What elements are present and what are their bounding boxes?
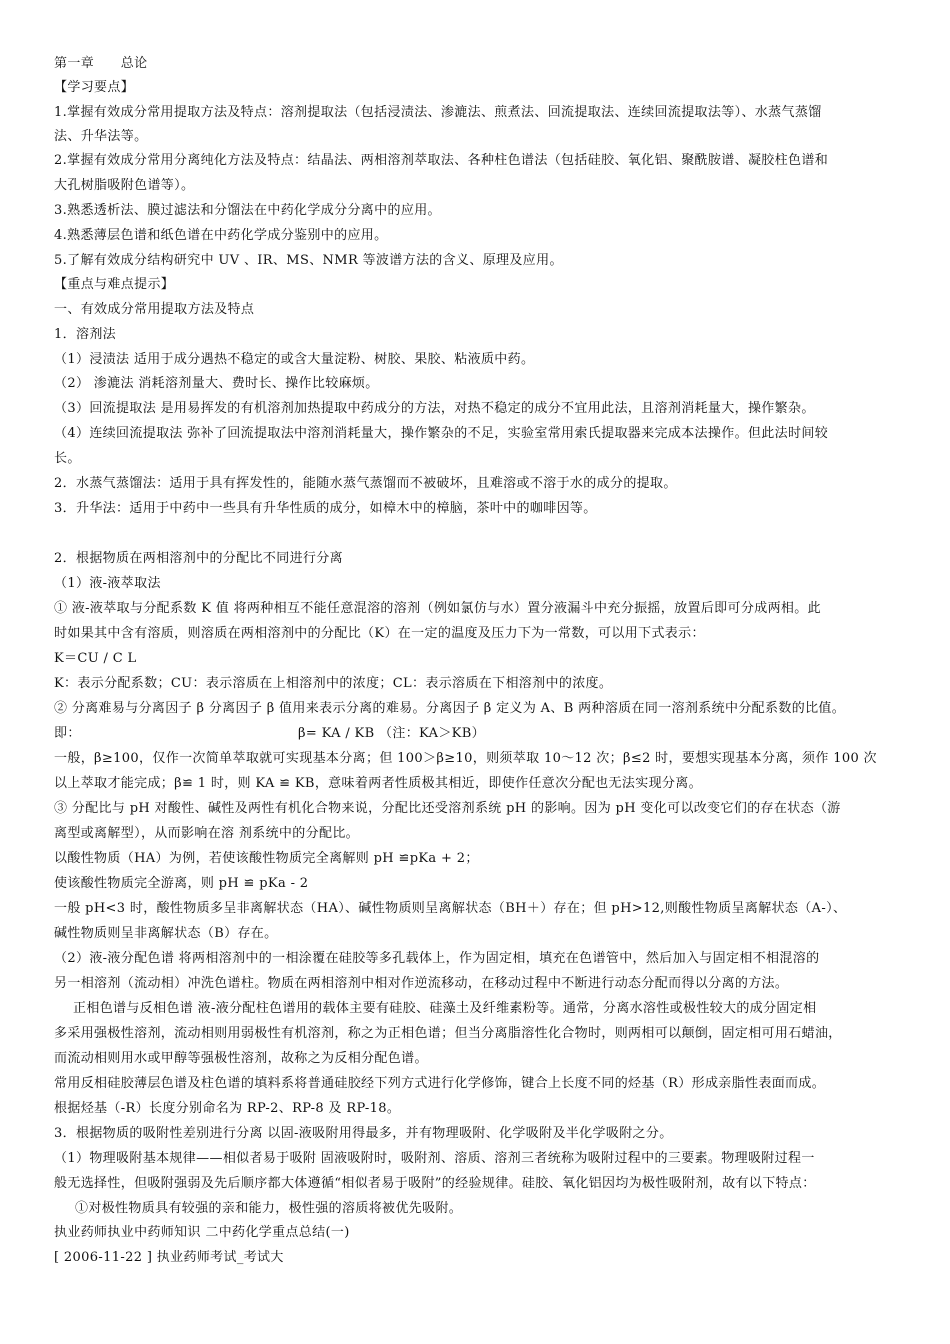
formula-beta: β= KA / KB （注：KA＞KB）: [298, 726, 485, 741]
formula-k: K＝CU / C L: [54, 651, 137, 666]
normal-reverse-phase-line-2: 多采用强极性溶剂，流动相则用弱极性有机溶剂，称之为正相色谱；但当分离脂溶性化合物时，则两相可以颠倒，固定相可用石蜡油，: [54, 1026, 842, 1041]
ph-effect-line-1: ③ 分配比与 pH 对酸性、碱性及两性有机化合物来说，分配比还受溶剂系统 pH 的影响。因为 pH 变化可以改变它们的存在状态（游: [54, 801, 841, 816]
maceration-method: （1）浸渍法 适用于成分遇热不稳定的或含大量淀粉、树胶、果胶、粘液质中药。: [54, 352, 535, 367]
partition-chromatography-line-1: （2）液-液分配色谱 将两相溶剂中的一相涂覆在硅胶等多孔载体上，作为固定相，填充在色谱管中，然后加入与固定相不相混溶的: [54, 951, 820, 966]
physical-adsorption-line-2: 般无选择性，但吸附强弱及先后顺序都大体遵循“相似者易于吸附”的经验规律。硅胶、氧化铝因均为极性吸附剂，故有以下特点：: [54, 1176, 816, 1191]
key-point-3: 3.熟悉透析法、膜过滤法和分馏法在中药化学成分分离中的应用。: [54, 203, 441, 218]
formula-k-legend: K：表示分配系数；CU：表示溶质在上相溶剂中的浓度；CL：表示溶质在下相溶剂中的浓度。: [54, 676, 613, 691]
separation-factor-line-2: 以上萃取才能完成；β≌ 1 时，则 KA ≌ KB，意味着两者性质极其相近，即使作任意次分配也无法实现分离。: [54, 776, 702, 791]
heading-adsorption-separation: 3．根据物质的吸附性差别进行分离 以固-液吸附用得最多，并有物理吸附、化学吸附及半化学吸附之分。: [54, 1126, 673, 1141]
formula-beta-label: 即：: [54, 726, 81, 741]
key-point-1-line-1: 1.掌握有效成分常用提取方法及特点：溶剂提取法（包括浸渍法、渗漉法、煎煮法、回流提取法、连续回流提取法等）、水蒸气蒸馏: [54, 105, 822, 120]
reflux-extraction: （3）回流提取法 是用易挥发的有机溶剂加热提取中药成分的方法，对热不稳定的成分不宜用此法，且溶剂消耗量大，操作繁杂。: [54, 401, 815, 416]
polar-adsorbent-feature-1: ①对极性物质具有较强的亲和能力，极性强的溶质将被优先吸附。: [75, 1201, 463, 1216]
key-point-5: 5.了解有效成分结构研究中 UV 、IR、MS、NMR 等波谱方法的含义、原理及应用。: [54, 253, 563, 268]
key-point-4: 4.熟悉薄层色谱和纸色谱在中药化学成分鉴别中的应用。: [54, 228, 388, 243]
partition-chromatography-line-2: 另一相溶剂（流动相）冲洗色谱柱。物质在两相溶剂中相对作逆流移动，在移动过程中不断进行动态分配而得以分离的方法。: [54, 976, 789, 991]
partition-coefficient-line-2: 时如果其中含有溶质，则溶质在两相溶剂中的分配比（K）在一定的温度及压力下为一常数，可以用下式表示：: [54, 626, 705, 641]
ph-state-line-1: 一般 pH<3 时，酸性物质多呈非离解状态（HA）、碱性物质则呈离解状态（BH＋）存在；但 pH>12,则酸性物质呈离解状态（A-）、: [54, 901, 847, 916]
acid-free-form: 使该酸性物质完全游离，则 pH ≌ pKa - 2: [54, 876, 309, 891]
footer-article-title: 执业药师执业中药师知识 二中药化学重点总结(一): [54, 1225, 350, 1240]
physical-adsorption-line-1: （1）物理吸附基本规律——相似者易于吸附 固液吸附时，吸附剂、溶质、溶剂三者统称为吸附过程中的三要素。物理吸附过程一: [54, 1151, 815, 1166]
heading-liquid-liquid-extraction: （1）液-液萃取法: [54, 576, 161, 591]
heading-partition-separation: 2．根据物质在两相溶剂中的分配比不同进行分离: [54, 551, 343, 566]
key-point-2-line-1: 2.掌握有效成分常用分离纯化方法及特点：结晶法、两相溶剂萃取法、各种柱色谱法（包括硅胶、氧化铝、聚酰胺谱、凝胶柱色谱和: [54, 153, 829, 168]
ph-effect-line-2: 离型或离解型），从而影响在溶 剂系统中的分配比。: [54, 826, 360, 841]
percolation-method: （2） 渗漉法 消耗溶剂量大、费时长、操作比较麻烦。: [54, 376, 379, 391]
section-heading-key-points: 【学习要点】: [54, 80, 135, 95]
continuous-reflux-line-1: （4）连续回流提取法 弥补了回流提取法中溶剂消耗量大，操作繁杂的不足，实验室常用索氏提取器来完成本法操作。但此法时间较: [54, 426, 829, 441]
separation-factor-line-1: 一般，β≥100，仅作一次简单萃取就可实现基本分离；但 100＞β≥10，则须萃取 10～12 次；β≤2 时，要想实现基本分离，须作 100 次: [54, 751, 877, 766]
section-heading-difficult-points: 【重点与难点提示】: [54, 277, 175, 292]
steam-distillation: 2．水蒸气蒸馏法：适用于具有挥发性的，能随水蒸气蒸馏而不被破坏，且难溶或不溶于水的成分的提取。: [54, 476, 677, 491]
heading-extraction-methods: 一、有效成分常用提取方法及特点: [54, 302, 255, 317]
footer-date-source: [ 2006-11-22 ] 执业药师考试_考试大: [54, 1250, 284, 1265]
heading-solvent-method: 1．溶剂法: [54, 327, 117, 342]
key-point-2-line-2: 大孔树脂吸附色谱等）。: [54, 178, 195, 193]
ph-state-line-2: 碱性物质则呈非离解状态（B）存在。: [54, 926, 278, 941]
separation-factor-definition: ② 分离难易与分离因子 β 分离因子 β 值用来表示分离的难易。分离因子 β 定义为 A、B 两种溶质在同一溶剂系统中分配系数的比值。: [54, 701, 846, 716]
reverse-phase-silica-line-1: 常用反相硅胶薄层色谱及柱色谱的填料系将普通硅胶经下列方式进行化学修饰，键合上长度不同的烃基（R）形成亲脂性表面而成。: [54, 1076, 826, 1091]
normal-reverse-phase-line-1: 正相色谱与反相色谱 液-液分配柱色谱用的载体主要有硅胶、硅藻土及纤维素粉等。通常，分离水溶性或极性较大的成分固定相: [73, 1001, 817, 1016]
key-point-1-line-2: 法、升华法等。: [54, 129, 148, 144]
normal-reverse-phase-line-3: 而流动相则用水或甲醇等强极性溶剂，故称之为反相分配色谱。: [54, 1051, 428, 1066]
acid-dissociation: 以酸性物质（HA）为例，若使该酸性物质完全离解则 pH ≌pKa + 2；: [54, 851, 479, 866]
chapter-title: 第一章 总论: [54, 56, 148, 71]
sublimation-method: 3．升华法：适用于中药中一些具有升华性质的成分，如樟木中的樟脑，茶叶中的咖啡因等。: [54, 501, 597, 516]
continuous-reflux-line-2: 长。: [54, 451, 81, 466]
reverse-phase-silica-line-2: 根据烃基（-R）长度分别命名为 RP-2、RP-8 及 RP-18。: [54, 1101, 401, 1116]
partition-coefficient-line-1: ① 液-液萃取与分配系数 K 值 将两种相互不能任意混溶的溶剂（例如氯仿与水）置分液漏斗中充分振摇，放置后即可分成两相。此: [54, 601, 821, 616]
